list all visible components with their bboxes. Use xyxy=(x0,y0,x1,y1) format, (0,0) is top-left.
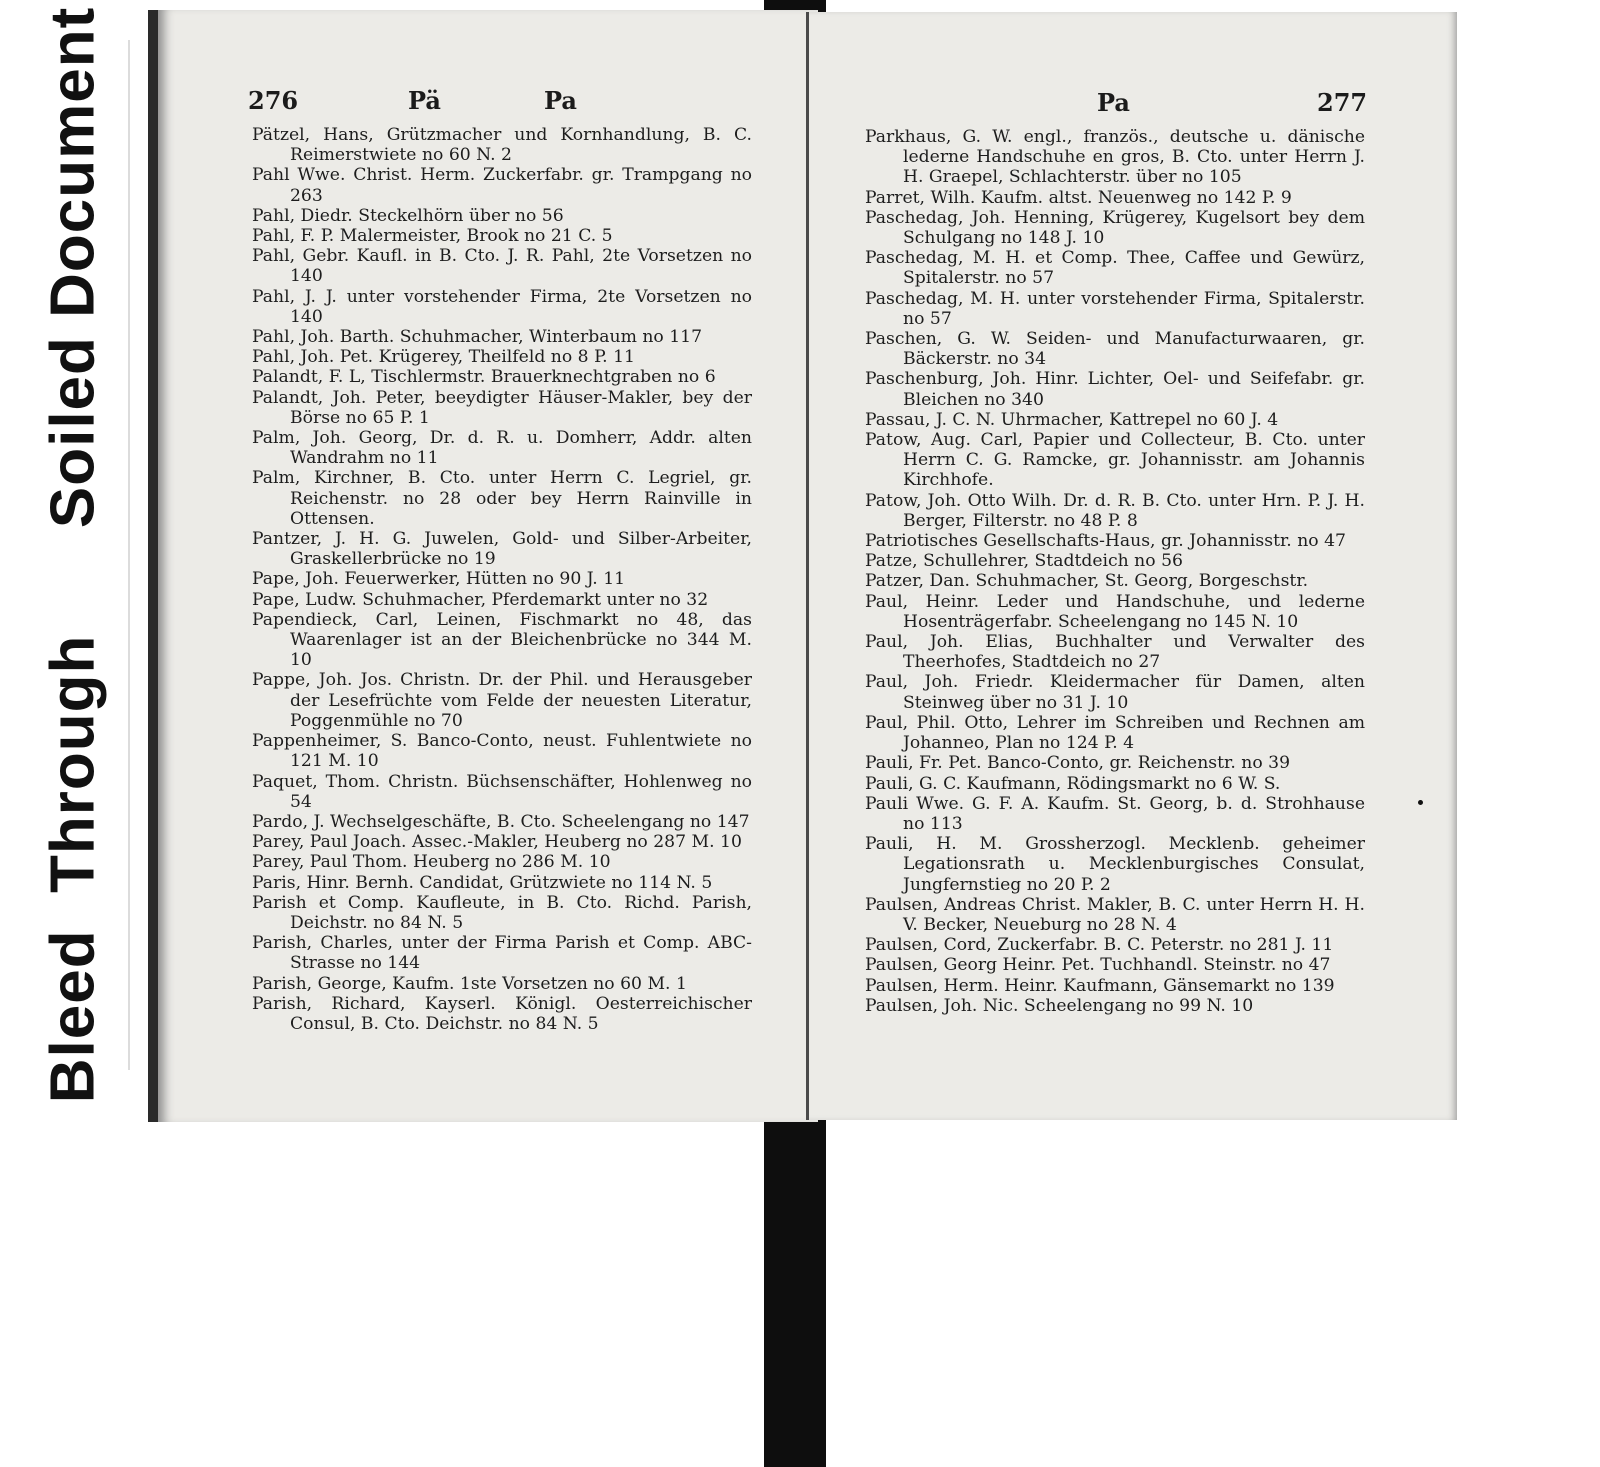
directory-entry: Parish et Comp. Kaufleute, in B. Cto. Richd. Parish, Deichstr. no 84 N. 5 xyxy=(252,892,752,933)
directory-entry: Palm, Joh. Georg, Dr. d. R. u. Domherr, Addr. alten Wandrahm no 11 xyxy=(252,428,752,469)
directory-entry: Parey, Paul Thom. Heuberg no 286 M. 10 xyxy=(252,852,611,873)
directory-entry: Pahl Wwe. Christ. Herm. Zuckerfabr. gr. Trampgang no 263 xyxy=(252,165,752,206)
directory-entry: Pauli, Fr. Pet. Banco-Conto, gr. Reichenstr. no 39 xyxy=(865,753,1291,774)
directory-entry: Paulsen, Cord, Zuckerfabr. B. C. Peterstr. no 281 J. 11 xyxy=(865,935,1334,956)
directory-entry: Passau, J. C. N. Uhrmacher, Kattrepel no 60 J. 4 xyxy=(865,409,1279,430)
left-header-right: Pa xyxy=(544,86,577,115)
directory-entry: Parret, Wilh. Kaufm. altst. Neuenweg no 142 P. 9 xyxy=(865,187,1292,208)
directory-entry: Parish, Charles, unter der Firma Parish et Comp. ABC-Strasse no 144 xyxy=(252,933,752,974)
right-header-mid: Pa xyxy=(1097,88,1130,117)
directory-entry: Pantzer, J. H. G. Juwelen, Gold- und Silber-Arbeiter, Graskellerbrücke no 19 xyxy=(252,529,752,570)
ink-speck xyxy=(1418,800,1423,805)
directory-entry: Paschenburg, Joh. Hinr. Lichter, Oel- und Seifefabr. gr. Bleichen no 340 xyxy=(865,369,1365,410)
directory-entry: Paul, Phil. Otto, Lehrer im Schreiben und Rechnen am Johanneo, Plan no 124 P. 4 xyxy=(865,712,1365,754)
stamp-text xyxy=(38,7,109,1104)
directory-entry: Pappe, Joh. Jos. Christn. Dr. der Phil. und Herausgeber der Lesefrüchte vom Felde der neuesten Literatur, Poggenmühle no 70 xyxy=(252,670,752,731)
directory-entry: Paulsen, Georg Heinr. Pet. Tuchhandl. Steinstr. no 47 xyxy=(865,955,1331,976)
directory-entry: Papendieck, Carl, Leinen, Fischmarkt no 48, das Waarenlager ist an der Bleichenbrücke no 344 M. 10 xyxy=(252,609,752,671)
directory-entry: Pappenheimer, S. Banco-Conto, neust. Fuhlentwiete no 121 M. 10 xyxy=(252,731,752,772)
directory-entry: Pahl, Gebr. Kaufl. in B. Cto. J. R. Pahl, 2te Vorsetzen no 140 xyxy=(252,246,752,287)
directory-entry: Pahl, Joh. Pet. Krügerey, Theilfeld no 8 P. 11 xyxy=(252,347,635,368)
directory-entry: Palandt, Joh. Peter, beeydigter Häuser-Makler, bey der Börse no 65 P. 1 xyxy=(252,387,752,428)
directory-entry: Pahl, J. J. unter vorstehender Firma, 2te Vorsetzen no 140 xyxy=(252,286,752,327)
directory-entry: Pahl, Joh. Barth. Schuhmacher, Winterbaum no 117 xyxy=(252,327,703,348)
directory-entry: Patow, Joh. Otto Wilh. Dr. d. R. B. Cto. unter Hrn. P. J. H. Berger, Filterstr. no 48 P. 8 xyxy=(865,490,1365,531)
left-page xyxy=(148,10,818,1122)
left-header-mid: Pä xyxy=(408,86,441,115)
side-stamp xyxy=(18,6,130,1104)
directory-entry: Pauli, H. M. Grossherzogl. Mecklenb. geheimer Legationsrath u. Mecklenburgisches Consulat, Jungfernstieg no 20 P. 2 xyxy=(865,834,1365,895)
stamp-line-2: Soiled Document xyxy=(38,6,108,529)
directory-entry: Paulsen, Joh. Nic. Scheelengang no 99 N. 10 xyxy=(865,995,1254,1016)
directory-entry: Paul, Heinr. Leder und Handschuhe, und lederne Hosenträgerfabr. Scheelengang no 145 N. 10 xyxy=(865,591,1365,632)
directory-entry: Paschedag, M. H. et Comp. Thee, Caffee und Gewürz, Spitalerstr. no 57 xyxy=(865,248,1365,289)
directory-entry: Parkhaus, G. W. engl., französ., deutsche u. dänische lederne Handschuhe en gros, B. Cto. unter Herrn J. H. Graepel, Schlachterstr. über no 105 xyxy=(865,127,1365,188)
stamp-line-1: Bleed Through xyxy=(38,634,108,1104)
directory-entry: Paquet, Thom. Christn. Büchsenschäfter, Hohlenweg no 54 xyxy=(252,771,752,812)
directory-entry: Paschedag, M. H. unter vorstehender Firma, Spitalerstr. no 57 xyxy=(865,288,1365,329)
page-number-right: 277 xyxy=(1317,88,1368,117)
right-entry-list xyxy=(865,127,1365,1016)
directory-entry: Pape, Joh. Feuerwerker, Hütten no 90 J. 11 xyxy=(252,569,626,590)
directory-entry: Paul, Joh. Friedr. Kleidermacher für Damen, alten Steinweg über no 31 J. 10 xyxy=(865,672,1365,713)
directory-entry: Pätzel, Hans, Grützmacher und Kornhandlung, B. C. Reimerstwiete no 60 N. 2 xyxy=(252,125,752,166)
directory-entry: Paulsen, Andreas Christ. Makler, B. C. unter Herrn H. H. V. Becker, Neueburg no 28 N. 4 xyxy=(865,894,1365,935)
directory-entry: Parey, Paul Joach. Assec.-Makler, Heuberg no 287 M. 10 xyxy=(252,832,742,853)
directory-entry: Paschedag, Joh. Henning, Krügerey, Kugelsort bey dem Schulgang no 148 J. 10 xyxy=(865,207,1365,249)
directory-entry: Pauli Wwe. G. F. A. Kaufm. St. Georg, b. d. Strohhause no 113 xyxy=(865,793,1365,834)
directory-entry: Parish, George, Kaufm. 1ste Vorsetzen no 60 M. 1 xyxy=(252,973,687,994)
directory-entry: Pahl, F. P. Malermeister, Brook no 21 C. 5 xyxy=(252,226,613,247)
right-page xyxy=(806,12,1457,1120)
directory-entry: Pauli, G. C. Kaufmann, Rödingsmarkt no 6 W. S. xyxy=(865,773,1281,794)
directory-entry: Paul, Joh. Elias, Buchhalter und Verwalter des Theerhofes, Stadtdeich no 27 xyxy=(865,632,1365,673)
directory-entry: Paulsen, Herm. Heinr. Kaufmann, Gänsemarkt no 139 xyxy=(865,975,1335,996)
directory-entry: Pahl, Diedr. Steckelhörn über no 56 xyxy=(252,205,564,226)
directory-entry: Pape, Ludw. Schuhmacher, Pferdemarkt unter no 32 xyxy=(252,589,709,610)
directory-entry: Palandt, F. L, Tischlermstr. Brauerknechtgraben no 6 xyxy=(252,367,716,388)
left-entry-list xyxy=(252,125,752,1034)
directory-entry: Parish, Richard, Kayserl. Königl. Oesterreichischer Consul, B. Cto. Deichstr. no 84 N. 5 xyxy=(252,993,752,1034)
directory-entry: Patriotisches Gesellschafts-Haus, gr. Johannisstr. no 47 xyxy=(865,531,1346,552)
directory-entry: Paschen, G. W. Seiden- und Manufacturwaaren, gr. Bäckerstr. no 34 xyxy=(865,329,1365,370)
directory-entry: Patze, Schullehrer, Stadtdeich no 56 xyxy=(865,551,1183,572)
page-number-left: 276 xyxy=(248,86,299,115)
directory-entry: Patow, Aug. Carl, Papier und Collecteur, B. Cto. unter Herrn C. G. Ramcke, gr. Johannisstr. am Johannis Kirchhofe. xyxy=(865,430,1365,491)
directory-entry: Pardo, J. Wechselgeschäfte, B. Cto. Scheelengang no 147 xyxy=(252,811,750,832)
directory-entry: Paris, Hinr. Bernh. Candidat, Grützwiete no 114 N. 5 xyxy=(252,872,713,893)
directory-entry: Palm, Kirchner, B. Cto. unter Herrn C. Legriel, gr. Reichenstr. no 28 oder bey Herrn Rainville in Ottensen. xyxy=(252,468,752,529)
directory-entry: Patzer, Dan. Schuhmacher, St. Georg, Borgeschstr. xyxy=(865,571,1309,592)
